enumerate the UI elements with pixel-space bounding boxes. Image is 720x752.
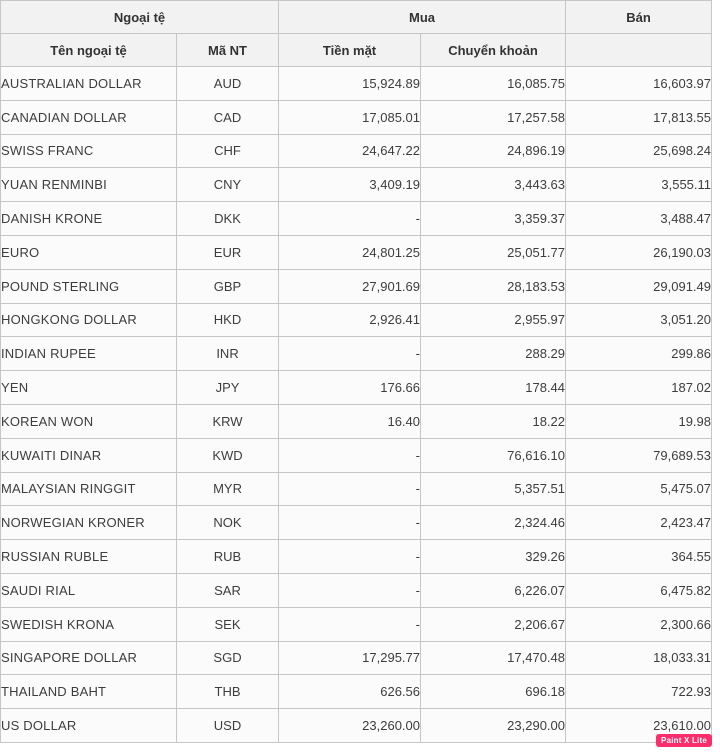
table-row bbox=[1, 675, 712, 709]
header-currency-code: Mã NT bbox=[177, 34, 279, 67]
header-group-row bbox=[1, 1, 712, 34]
transfer-rate-cell: 6,226.07 bbox=[421, 573, 566, 607]
sell-rate-cell: 3,488.47 bbox=[566, 202, 712, 236]
currency-code-cell: KWD bbox=[177, 438, 279, 472]
currency-name-cell: POUND STERLING bbox=[1, 269, 177, 303]
header-currency-name: Tên ngoại tệ bbox=[1, 34, 177, 67]
header-cash: Tiền mặt bbox=[279, 34, 421, 67]
cash-rate-cell: - bbox=[279, 472, 421, 506]
currency-code-cell: HKD bbox=[177, 303, 279, 337]
sell-rate-cell: 26,190.03 bbox=[566, 235, 712, 269]
transfer-rate-cell: 288.29 bbox=[421, 337, 566, 371]
currency-name-cell: YUAN RENMINBI bbox=[1, 168, 177, 202]
currency-name-cell: SINGAPORE DOLLAR bbox=[1, 641, 177, 675]
currency-code-cell: CAD bbox=[177, 100, 279, 134]
sell-rate-cell: 2,423.47 bbox=[566, 506, 712, 540]
transfer-rate-cell: 178.44 bbox=[421, 371, 566, 405]
table-row bbox=[1, 540, 712, 574]
table-row bbox=[1, 134, 712, 168]
currency-code-cell: RUB bbox=[177, 540, 279, 574]
cash-rate-cell: 2,926.41 bbox=[279, 303, 421, 337]
table-row bbox=[1, 202, 712, 236]
table-row bbox=[1, 235, 712, 269]
header-foreign-currency-group: Ngoại tệ bbox=[1, 1, 279, 34]
transfer-rate-cell: 76,616.10 bbox=[421, 438, 566, 472]
transfer-rate-cell: 25,051.77 bbox=[421, 235, 566, 269]
transfer-rate-cell: 17,470.48 bbox=[421, 641, 566, 675]
cash-rate-cell: 27,901.69 bbox=[279, 269, 421, 303]
currency-code-cell: AUD bbox=[177, 67, 279, 101]
cash-rate-cell: 15,924.89 bbox=[279, 67, 421, 101]
currency-code-cell: USD bbox=[177, 709, 279, 743]
sell-rate-cell: 364.55 bbox=[566, 540, 712, 574]
table-row bbox=[1, 100, 712, 134]
table-row bbox=[1, 709, 712, 743]
cash-rate-cell: 16.40 bbox=[279, 404, 421, 438]
cash-rate-cell: 23,260.00 bbox=[279, 709, 421, 743]
transfer-rate-cell: 329.26 bbox=[421, 540, 566, 574]
table-row bbox=[1, 607, 712, 641]
transfer-rate-cell: 3,443.63 bbox=[421, 168, 566, 202]
currency-name-cell: MALAYSIAN RINGGIT bbox=[1, 472, 177, 506]
cash-rate-cell: - bbox=[279, 540, 421, 574]
currency-name-cell: KOREAN WON bbox=[1, 404, 177, 438]
transfer-rate-cell: 23,290.00 bbox=[421, 709, 566, 743]
transfer-rate-cell: 2,955.97 bbox=[421, 303, 566, 337]
transfer-rate-cell: 696.18 bbox=[421, 675, 566, 709]
currency-name-cell: INDIAN RUPEE bbox=[1, 337, 177, 371]
header-buy-group: Mua bbox=[279, 1, 566, 34]
transfer-rate-cell: 2,206.67 bbox=[421, 607, 566, 641]
cash-rate-cell: - bbox=[279, 573, 421, 607]
transfer-rate-cell: 24,896.19 bbox=[421, 134, 566, 168]
header-transfer: Chuyển khoản bbox=[421, 34, 566, 67]
transfer-rate-cell: 3,359.37 bbox=[421, 202, 566, 236]
currency-name-cell: DANISH KRONE bbox=[1, 202, 177, 236]
sell-rate-cell: 19.98 bbox=[566, 404, 712, 438]
currency-code-cell: SGD bbox=[177, 641, 279, 675]
cash-rate-cell: 626.56 bbox=[279, 675, 421, 709]
transfer-rate-cell: 16,085.75 bbox=[421, 67, 566, 101]
sell-rate-cell: 16,603.97 bbox=[566, 67, 712, 101]
table-row bbox=[1, 573, 712, 607]
sell-rate-cell: 3,051.20 bbox=[566, 303, 712, 337]
currency-name-cell: CANADIAN DOLLAR bbox=[1, 100, 177, 134]
header-sub-row bbox=[1, 34, 712, 67]
currency-name-cell: SAUDI RIAL bbox=[1, 573, 177, 607]
currency-name-cell: RUSSIAN RUBLE bbox=[1, 540, 177, 574]
table-row bbox=[1, 303, 712, 337]
currency-name-cell: YEN bbox=[1, 371, 177, 405]
table-row bbox=[1, 506, 712, 540]
cash-rate-cell: 17,085.01 bbox=[279, 100, 421, 134]
table-row bbox=[1, 641, 712, 675]
table-row bbox=[1, 269, 712, 303]
currency-code-cell: KRW bbox=[177, 404, 279, 438]
cash-rate-cell: - bbox=[279, 202, 421, 236]
cash-rate-cell: - bbox=[279, 337, 421, 371]
currency-code-cell: CNY bbox=[177, 168, 279, 202]
cash-rate-cell: 3,409.19 bbox=[279, 168, 421, 202]
sell-rate-cell: 187.02 bbox=[566, 371, 712, 405]
table-header bbox=[1, 1, 712, 67]
cash-rate-cell: 24,801.25 bbox=[279, 235, 421, 269]
table-row bbox=[1, 438, 712, 472]
currency-code-cell: JPY bbox=[177, 371, 279, 405]
currency-code-cell: SAR bbox=[177, 573, 279, 607]
cash-rate-cell: - bbox=[279, 438, 421, 472]
table-row bbox=[1, 67, 712, 101]
currency-code-cell: THB bbox=[177, 675, 279, 709]
cash-rate-cell: - bbox=[279, 506, 421, 540]
table-row bbox=[1, 168, 712, 202]
table-row bbox=[1, 472, 712, 506]
cash-rate-cell: - bbox=[279, 607, 421, 641]
header-sell: Bán bbox=[566, 1, 712, 34]
currency-name-cell: KUWAITI DINAR bbox=[1, 438, 177, 472]
sell-rate-cell: 2,300.66 bbox=[566, 607, 712, 641]
sell-rate-cell: 722.93 bbox=[566, 675, 712, 709]
transfer-rate-cell: 18.22 bbox=[421, 404, 566, 438]
sell-rate-cell: 29,091.49 bbox=[566, 269, 712, 303]
transfer-rate-cell: 2,324.46 bbox=[421, 506, 566, 540]
currency-code-cell: INR bbox=[177, 337, 279, 371]
currency-name-cell: NORWEGIAN KRONER bbox=[1, 506, 177, 540]
rates-table-body bbox=[1, 67, 712, 743]
transfer-rate-cell: 28,183.53 bbox=[421, 269, 566, 303]
currency-name-cell: SWISS FRANC bbox=[1, 134, 177, 168]
header-sell-spacer bbox=[566, 34, 712, 67]
table-row bbox=[1, 337, 712, 371]
sell-rate-cell: 79,689.53 bbox=[566, 438, 712, 472]
sell-rate-cell: 3,555.11 bbox=[566, 168, 712, 202]
currency-code-cell: CHF bbox=[177, 134, 279, 168]
currency-name-cell: AUSTRALIAN DOLLAR bbox=[1, 67, 177, 101]
sell-rate-cell: 5,475.07 bbox=[566, 472, 712, 506]
currency-name-cell: EURO bbox=[1, 235, 177, 269]
currency-code-cell: GBP bbox=[177, 269, 279, 303]
currency-code-cell: SEK bbox=[177, 607, 279, 641]
sell-rate-cell: 6,475.82 bbox=[566, 573, 712, 607]
currency-code-cell: EUR bbox=[177, 235, 279, 269]
cash-rate-cell: 17,295.77 bbox=[279, 641, 421, 675]
cash-rate-cell: 176.66 bbox=[279, 371, 421, 405]
table-row bbox=[1, 371, 712, 405]
sell-rate-cell: 23,610.00 bbox=[566, 709, 712, 743]
sell-rate-cell: 299.86 bbox=[566, 337, 712, 371]
transfer-rate-cell: 5,357.51 bbox=[421, 472, 566, 506]
currency-code-cell: MYR bbox=[177, 472, 279, 506]
currency-name-cell: HONGKONG DOLLAR bbox=[1, 303, 177, 337]
sell-rate-cell: 17,813.55 bbox=[566, 100, 712, 134]
currency-code-cell: DKK bbox=[177, 202, 279, 236]
sell-rate-cell: 25,698.24 bbox=[566, 134, 712, 168]
currency-code-cell: NOK bbox=[177, 506, 279, 540]
sell-rate-cell: 18,033.31 bbox=[566, 641, 712, 675]
currency-name-cell: SWEDISH KRONA bbox=[1, 607, 177, 641]
paint-x-lite-watermark: Paint X Lite bbox=[656, 734, 712, 747]
currency-name-cell: THAILAND BAHT bbox=[1, 675, 177, 709]
currency-name-cell: US DOLLAR bbox=[1, 709, 177, 743]
cash-rate-cell: 24,647.22 bbox=[279, 134, 421, 168]
table-row bbox=[1, 404, 712, 438]
transfer-rate-cell: 17,257.58 bbox=[421, 100, 566, 134]
